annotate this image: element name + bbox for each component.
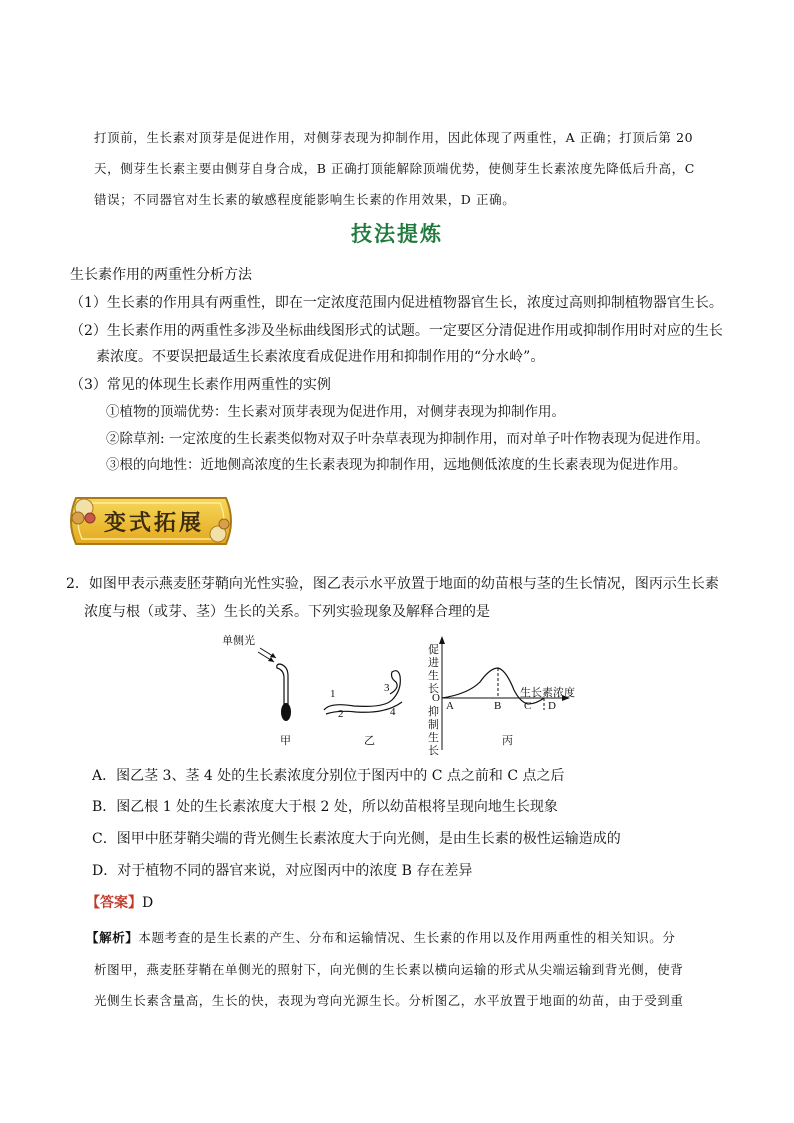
label-2: 2: [338, 708, 344, 720]
point-1: （1）生长素的作用具有两重性，即在一定浓度范围内促进植物器官生长，浓度过高则抑制植物器官生长。: [70, 295, 723, 311]
answer-line: [86, 892, 153, 912]
point-c: C: [524, 700, 532, 712]
figure-label-jia: 甲: [280, 735, 291, 747]
label-4: 4: [390, 706, 396, 718]
variation-badge: [62, 488, 240, 554]
y-axis-top-label: 促进生长: [428, 644, 439, 695]
point-3: （3）常见的体现生长素作用两重性的实例: [70, 377, 331, 393]
label-1: 1: [330, 688, 336, 700]
question-stem-line-2: 浓度与根（或芽、茎）生长的关系。下列实验现象及解释合理的是: [84, 604, 490, 620]
intro-line-1: 打顶前，生长素对顶芽是促进作用，对侧芽表现为抑制作用，因此体现了两重性，A 正确；打顶后第 20: [94, 130, 694, 145]
example-1: ①植物的顶端优势：生长素对顶芽表现为促进作用，对侧芽表现为抑制作用。: [106, 404, 565, 420]
badge-label: 变式拓展: [104, 510, 205, 536]
point-d: D: [548, 700, 556, 712]
intro-line-2: 天，侧芽生长素主要由侧芽自身合成，B 正确打顶能解除顶端优势，使侧芽生长素浓度先降低后升高，C: [94, 161, 695, 176]
light-label: 单侧光: [222, 635, 255, 647]
x-axis-label: 生长素浓度: [520, 687, 575, 699]
y-axis-bottom-label: 抑制生长: [428, 706, 439, 757]
point-2-line-2: 素浓度。不要误把最适生长素浓度看成促进作用和抑制作用的“分水岭”。: [96, 349, 545, 365]
example-2: ②除草剂: 一定浓度的生长素类似物对双子叶杂草表现为抑制作用，而对单子叶作物表现为促进作用。: [106, 431, 709, 447]
option-a: A．图乙茎 3、茎 4 处的生长素浓度分别位于图丙中的 C 点之前和 C 点之后: [92, 768, 565, 784]
answer-label: 【答案】: [86, 895, 142, 911]
label-3: 3: [384, 682, 390, 694]
question-figure: [214, 632, 584, 757]
figure-label-bing: 丙: [502, 735, 513, 747]
analysis-line-2: 析图甲，燕麦胚芽鞘在单侧光的照射下，向光侧的生长素以横向运输的形式从尖端运输到背光侧，使背: [94, 962, 684, 977]
answer-value: D: [142, 895, 154, 911]
analysis-text-1: 本题考查的是生长素的产生、分布和运输情况、生长素的作用以及作用两重性的相关知识。分: [138, 930, 676, 945]
analysis-label: 【解析】: [86, 930, 139, 945]
example-3: ③根的向地性：近地侧高浓度的生长素表现为抑制作用，远地侧低浓度的生长素表现为促进作用。: [106, 457, 687, 473]
analysis-line-1: [86, 928, 676, 946]
section-subtitle: 生长素作用的两重性分析方法: [70, 267, 252, 283]
figure-label-yi: 乙: [364, 735, 375, 747]
section-heading: 技法提炼: [351, 221, 443, 246]
point-2-line-1: （2）生长素作用的两重性多涉及坐标曲线图形式的试题。一定要区分清促进作用或抑制作用时对应的生长: [70, 323, 723, 339]
intro-line-3: 错误；不同器官对生长素的敏感程度能影响生长素的作用效果，D 正确。: [94, 192, 516, 207]
option-b: B．图乙根 1 处的生长素浓度大于根 2 处，所以幼苗根将呈现向地生长现象: [92, 799, 558, 815]
analysis-line-3: 光侧生长素含量高，生长的快，表现为弯向光源生长。分析图乙，水平放置于地面的幼苗，由于受到重: [94, 993, 684, 1008]
question-stem-line-1: 2．如图甲表示燕麦胚芽鞘向光性实验，图乙表示水平放置于地面的幼苗根与茎的生长情况，图丙示生长素: [66, 576, 719, 592]
point-b: B: [494, 700, 502, 712]
y-axis-origin: O: [432, 692, 440, 704]
option-c: C．图甲中胚芽鞘尖端的背光侧生长素浓度大于向光侧，是由生长素的极性运输造成的: [92, 831, 621, 847]
option-d: D．对于植物不同的器官来说，对应图丙中的浓度 B 存在差异: [92, 863, 473, 879]
point-a: A: [446, 700, 454, 712]
